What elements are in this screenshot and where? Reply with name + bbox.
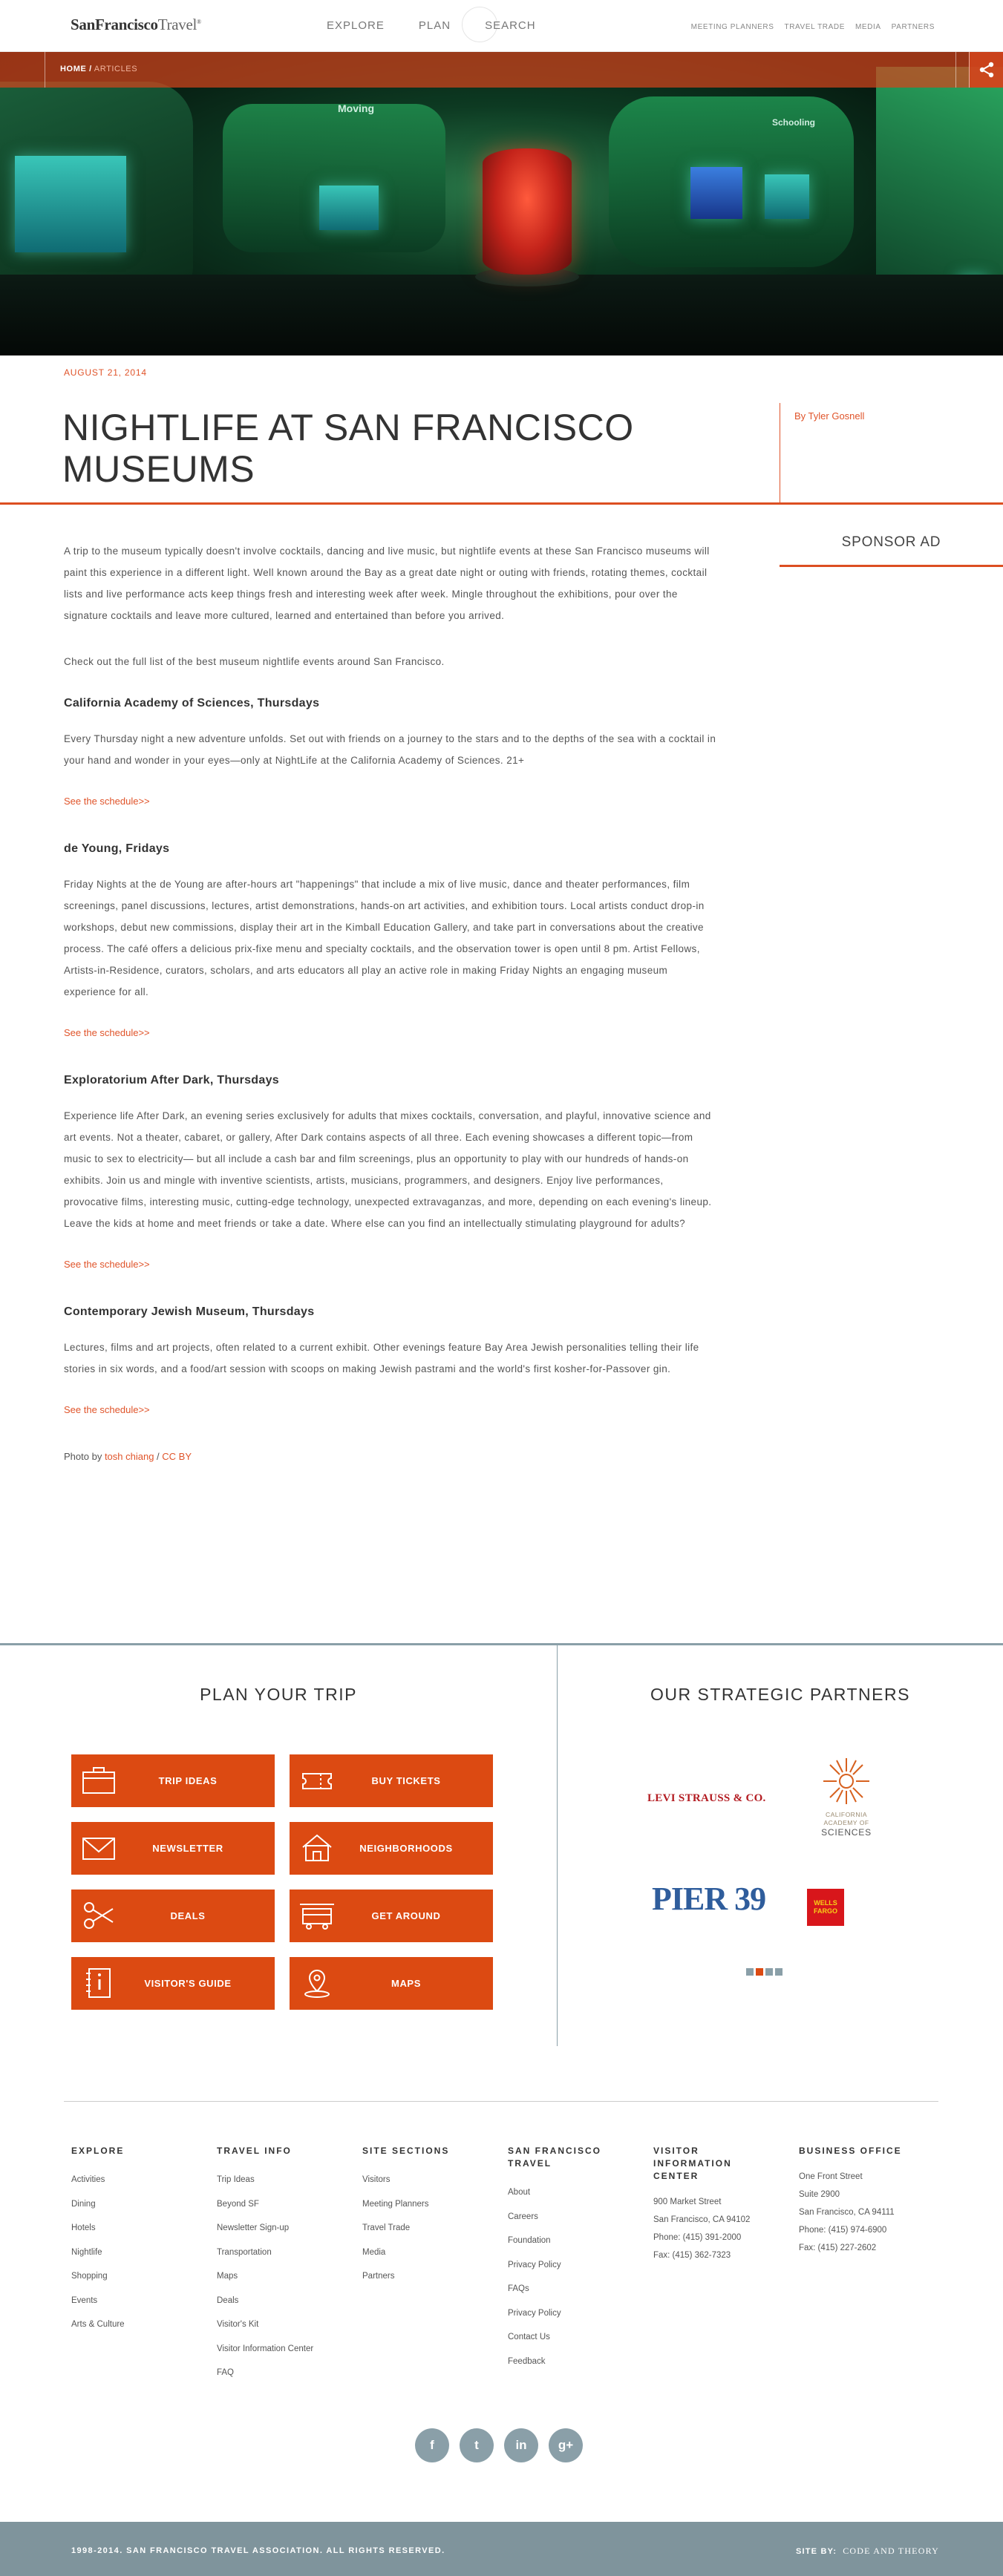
footer-column bbox=[71, 2145, 217, 2385]
footer-link[interactable]: Contact Us bbox=[508, 2333, 550, 2341]
site-credit: SITE BY: CODE AND THEORY bbox=[795, 2546, 939, 2556]
util-media[interactable]: MEDIA bbox=[855, 23, 881, 31]
footer-link[interactable]: Foundation bbox=[508, 2236, 551, 2245]
hero-image bbox=[0, 52, 1003, 355]
envelope-icon bbox=[80, 1831, 117, 1865]
levi-strauss-logo[interactable]: LEVI STRAUSS & CO. bbox=[647, 1792, 766, 1804]
breadcrumb-home[interactable]: HOME bbox=[60, 65, 87, 73]
address-line: San Francisco, CA 94111 bbox=[799, 2208, 895, 2217]
footer-link[interactable]: Travel Trade bbox=[362, 2223, 411, 2232]
footer-link[interactable]: Shopping bbox=[71, 2272, 108, 2281]
footer-column bbox=[217, 2145, 362, 2385]
tile-buy-tickets[interactable]: BUY TICKETS bbox=[290, 1754, 493, 1807]
nav-plan[interactable]: PLAN bbox=[418, 19, 451, 32]
tile-get-around[interactable]: GET AROUND bbox=[290, 1890, 493, 1942]
hero-sign-moving: Moving bbox=[338, 102, 374, 114]
footer-link[interactable]: Media bbox=[362, 2247, 386, 2257]
footer-link[interactable]: Arts & Culture bbox=[71, 2320, 125, 2329]
footer-link[interactable]: Visitor's Kit bbox=[217, 2320, 259, 2329]
ticket-icon bbox=[298, 1763, 336, 1797]
copyright: 1998-2014. SAN FRANCISCO TRAVEL ASSOCIATION. ALL RIGHTS RESERVED. bbox=[71, 2546, 445, 2555]
address-line: Fax: (415) 362-7323 bbox=[653, 2251, 731, 2260]
scissors-icon bbox=[80, 1898, 117, 1933]
aquarium-column bbox=[483, 148, 572, 275]
footer-column-title: TRAVEL INFO bbox=[217, 2146, 292, 2156]
section-text: Lectures, films and art projects, often related to a current exhibit. Other evenings feature Bay Area Jewish personalities telling their life stories in six words, and a food/art session with scoops on making Jewish pastrami and the world's first kosher-for-Passover gin. bbox=[64, 1342, 699, 1374]
footer-link[interactable]: FAQs bbox=[508, 2284, 529, 2293]
nav-search[interactable]: SEARCH bbox=[485, 19, 536, 32]
footer-link[interactable]: FAQ bbox=[217, 2368, 235, 2377]
schedule-link[interactable]: See the schedule>> bbox=[64, 1259, 150, 1270]
pier-39-logo[interactable]: PIER 39 bbox=[652, 1881, 766, 1917]
wells-fargo-logo[interactable]: WELLS FARGO bbox=[807, 1889, 844, 1926]
footer-column bbox=[508, 2145, 653, 2385]
utility-nav bbox=[691, 23, 935, 31]
footer-link[interactable]: Visitor Information Center bbox=[217, 2344, 314, 2353]
schedule-link[interactable]: See the schedule>> bbox=[64, 1404, 150, 1415]
section-heading: Contemporary Jewish Museum, Thursdays bbox=[64, 1305, 315, 1318]
footer-link[interactable]: Deals bbox=[217, 2295, 239, 2305]
article-body bbox=[64, 540, 717, 1462]
section-text: Friday Nights at the de Young are after-hours art "happenings" that include a mix of live music, dance and theater performances, film screenings, panel discussions, lectures, artist demonstrations, hands-on art activities, and exhibition tours. Local artists conduct drop-in workshops, debut new commissions, display their art in the Kimball Education Gallery, and take part in conversations about the creative process. The café offers a delicious prix-fixe menu and specialty cocktails, and the observation tower is open until 8 pm. Artist Fellows, Artists-in-Residence, curators, scholars, and arts educators all play an active role in making Friday Nights an engaging museum experience for all. bbox=[64, 879, 705, 997]
plan-tiles bbox=[71, 1754, 494, 2010]
pagination-dot[interactable] bbox=[775, 1968, 783, 1976]
footer-link[interactable]: Meeting Planners bbox=[362, 2199, 429, 2209]
footer-link[interactable]: Visitors bbox=[362, 2175, 391, 2184]
breadcrumb-current[interactable]: ARTICLES bbox=[94, 65, 138, 73]
partners-pagination bbox=[746, 1968, 783, 1976]
guide-book-icon bbox=[80, 1966, 117, 2000]
util-meeting-planners[interactable]: MEETING PLANNERS bbox=[690, 23, 774, 31]
footer-link[interactable]: Newsletter Sign-up bbox=[217, 2223, 290, 2232]
footer-link[interactable]: Hotels bbox=[71, 2223, 96, 2232]
tile-trip-ideas[interactable]: TRIP IDEAS bbox=[71, 1754, 275, 1807]
footer-link[interactable]: Feedback bbox=[508, 2356, 546, 2366]
hero-sign-schooling: Schooling bbox=[772, 117, 815, 128]
social-links bbox=[415, 2428, 583, 2462]
twitter-icon[interactable]: t bbox=[460, 2428, 494, 2462]
address-line: Phone: (415) 391-2000 bbox=[653, 2233, 742, 2242]
footer-column bbox=[362, 2145, 508, 2385]
tile-deals[interactable]: DEALS bbox=[71, 1890, 275, 1942]
footer-column-title: EXPLORE bbox=[71, 2146, 125, 2156]
main-nav bbox=[327, 19, 536, 32]
article-date: AUGUST 21, 2014 bbox=[64, 367, 147, 378]
footer-link[interactable]: Careers bbox=[508, 2212, 538, 2221]
footer-link[interactable]: Events bbox=[71, 2295, 98, 2305]
util-partners[interactable]: PARTNERS bbox=[891, 23, 935, 31]
article-intro: A trip to the museum typically doesn't involve cocktails, dancing and live music, but nightlife events at these San Francisco museums will paint this experience in a different light. Well known around the Bay as a great date night or outing with friends, rotating themes, cocktail lists and live performance acts keep things fresh and interesting week after week. Mingle throughout the exhibitions, pour over the signature cocktails and leave more cultured, learned and entertained than before you arrived. bbox=[64, 545, 710, 621]
photo-credit-author[interactable]: tosh chiang bbox=[104, 1451, 154, 1462]
sponsor-ad-label: SPONSOR AD bbox=[841, 534, 941, 550]
util-travel-trade[interactable]: TRAVEL TRADE bbox=[784, 23, 845, 31]
suitcase-icon bbox=[80, 1763, 117, 1797]
share-button[interactable] bbox=[969, 52, 1003, 88]
footer-link[interactable]: Dining bbox=[71, 2199, 96, 2209]
house-icon bbox=[298, 1831, 336, 1865]
footer-business-office bbox=[799, 2145, 944, 2385]
section-heading: Exploratorium After Dark, Thursdays bbox=[64, 1074, 279, 1087]
footer-visitor-center bbox=[653, 2145, 799, 2385]
linkedin-icon[interactable]: in bbox=[504, 2428, 538, 2462]
nav-explore[interactable]: EXPLORE bbox=[327, 19, 385, 32]
site-header bbox=[0, 0, 1003, 52]
schedule-link[interactable]: See the schedule>> bbox=[64, 796, 150, 807]
partners-title: OUR STRATEGIC PARTNERS bbox=[650, 1685, 910, 1704]
footer-link[interactable]: Nightlife bbox=[71, 2247, 102, 2257]
address-line: San Francisco, CA 94102 bbox=[653, 2215, 751, 2224]
footer-column-title: BUSINESS OFFICE bbox=[799, 2146, 902, 2156]
article-title: NIGHTLIFE AT SAN FRANCISCO MUSEUMS bbox=[62, 407, 634, 490]
facebook-icon[interactable]: f bbox=[415, 2428, 449, 2462]
photo-credit-license[interactable]: CC BY bbox=[162, 1451, 192, 1462]
photo-credit: Photo by tosh chiang / CC BY bbox=[64, 1451, 192, 1462]
pagination-dot[interactable] bbox=[746, 1968, 754, 1976]
footer-columns bbox=[71, 2145, 944, 2385]
tile-neighborhoods[interactable]: NEIGHBORHOODS bbox=[290, 1822, 493, 1875]
code-and-theory-link[interactable]: CODE AND THEORY bbox=[843, 2546, 939, 2556]
section-heading: California Academy of Sciences, Thursdays bbox=[64, 697, 320, 709]
california-academy-logo[interactable]: CALIFORNIA ACADEMY OF SCIENCES bbox=[806, 1755, 887, 1838]
schedule-link[interactable]: See the schedule>> bbox=[64, 1027, 150, 1038]
section-text: Experience life After Dark, an evening series exclusively for adults that mixes cocktails, conversation, and playful, innovative science and art events. Not a theater, cabaret, or gallery, After Dark contains aspects of all three. Each evening showcases a different topic—from music to sex to electricity— but all include a cash bar and film screenings, plus an opportunity to play with our hundreds of hands-on exhibits. Join us and mingle with inventive scientists, artists, musicians, programmers, and designers. Enjoy live performances, provocative films, interesting music, cutting-edge technology, unexpected extravaganzas, and more, depending on each evening's lineup. Leave the kids at home and meet friends or take a date. Where else can you find an intellectually stimulating playground for adults? bbox=[64, 1110, 712, 1229]
footer-link[interactable]: Privacy Policy bbox=[508, 2260, 561, 2269]
article-lead: Check out the full list of the best museum nightlife events around San Francisco. bbox=[64, 656, 445, 667]
footer-link[interactable]: Transportation bbox=[217, 2247, 272, 2257]
tile-visitors-guide[interactable]: VISITOR'S GUIDE bbox=[71, 1957, 275, 2010]
address-line: One Front Street bbox=[799, 2172, 863, 2181]
footer-column-title: SITE SECTIONS bbox=[362, 2146, 450, 2156]
footer-bar bbox=[0, 2522, 1003, 2576]
share-icon bbox=[979, 62, 995, 78]
article-author[interactable]: By Tyler Gosnell bbox=[794, 410, 865, 422]
pagination-dot[interactable] bbox=[756, 1968, 763, 1976]
footer-link[interactable]: Privacy Policy bbox=[508, 2308, 561, 2318]
plan-title: PLAN YOUR TRIP bbox=[200, 1685, 357, 1704]
footer-link[interactable]: Partners bbox=[362, 2272, 395, 2281]
footer-link[interactable]: Trip Ideas bbox=[217, 2175, 255, 2184]
academy-sun-icon bbox=[820, 1755, 872, 1807]
address-line: Phone: (415) 974-6900 bbox=[799, 2226, 887, 2235]
cable-car-icon bbox=[298, 1898, 336, 1933]
footer-link[interactable]: About bbox=[508, 2188, 531, 2197]
footer-column-title: VISITOR INFORMATION CENTER bbox=[653, 2146, 732, 2181]
footer-link[interactable]: Maps bbox=[217, 2272, 238, 2281]
pagination-dot[interactable] bbox=[765, 1968, 773, 1976]
section-text: Every Thursday night a new adventure unfolds. Set out with friends on a journey to the stars and to the depths of the sea with a cocktail in your hand and wonder in your eyes—only at NightLife at the California Academy of Sciences. 21+ bbox=[64, 733, 716, 766]
section-heading: de Young, Fridays bbox=[64, 842, 170, 855]
footer-link[interactable]: Activities bbox=[71, 2175, 105, 2184]
logo[interactable]: SanFranciscoTravel® bbox=[71, 16, 201, 33]
address-line: Suite 2900 bbox=[799, 2190, 840, 2199]
footer-link[interactable]: Beyond SF bbox=[217, 2199, 259, 2209]
google-plus-icon[interactable]: g+ bbox=[549, 2428, 583, 2462]
footer-column-title: SAN FRANCISCO TRAVEL bbox=[508, 2146, 602, 2169]
address-line: 900 Market Street bbox=[653, 2198, 722, 2206]
map-pin-icon bbox=[298, 1966, 336, 2000]
breadcrumb: HOME / ARTICLES bbox=[45, 52, 956, 88]
address-line: Fax: (415) 227-2602 bbox=[799, 2244, 877, 2252]
tile-maps[interactable]: MAPS bbox=[290, 1957, 493, 2010]
tile-newsletter[interactable]: NEWSLETTER bbox=[71, 1822, 275, 1875]
